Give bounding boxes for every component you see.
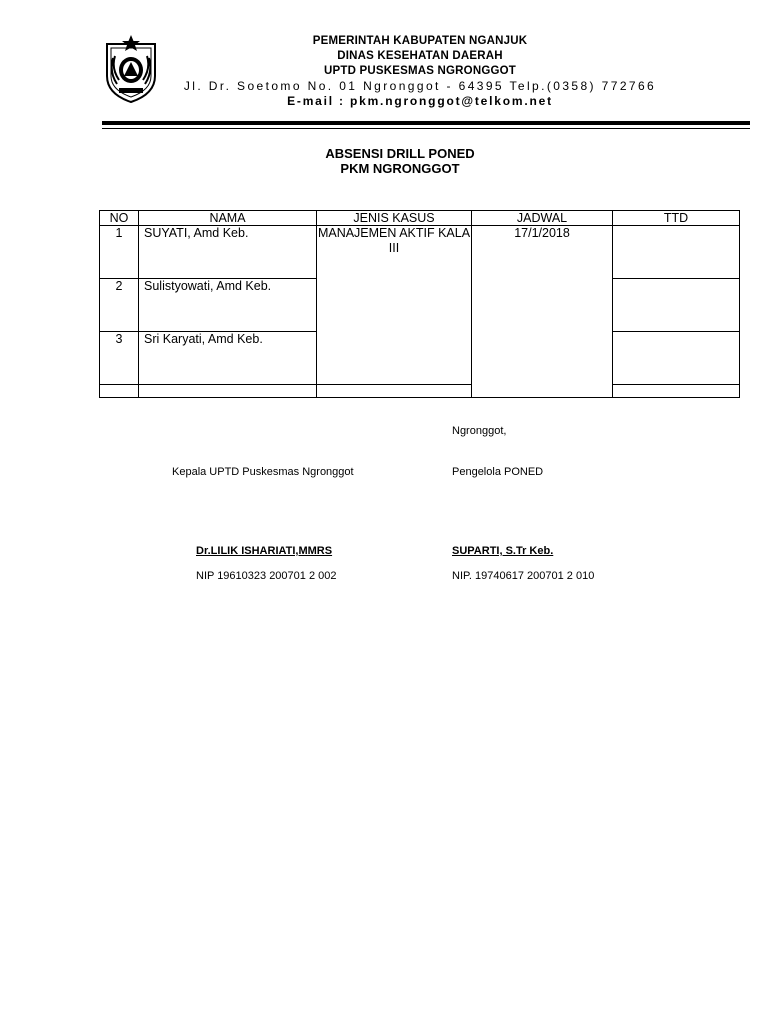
header-jadwal: JADWAL xyxy=(472,211,613,226)
letterhead-department: DINAS KESEHATAN DAERAH xyxy=(337,50,503,62)
signature-left-name: Dr.LILIK ISHARIATI,MMRS xyxy=(196,545,333,557)
cell-nama: Sri Karyati, Amd Keb. xyxy=(139,332,317,385)
table-row xyxy=(100,226,740,279)
header-jenis-kasus: JENIS KASUS xyxy=(317,211,472,226)
letterhead-divider-thick xyxy=(102,121,750,125)
cell-nama-empty xyxy=(139,385,317,398)
cell-ttd[interactable] xyxy=(613,279,740,332)
letterhead-unit: UPTD PUSKESMAS NGRONGGOT xyxy=(323,65,516,77)
cell-nama: Sulistyowati, Amd Keb. xyxy=(139,279,317,332)
cell-ttd[interactable] xyxy=(613,332,740,385)
header-no: NO xyxy=(100,211,139,226)
cell-no-empty xyxy=(100,385,139,398)
cell-jadwal: 17/1/2018 xyxy=(472,226,613,398)
document-title-line2: PKM NGRONGGOT xyxy=(340,161,460,176)
attendance-table xyxy=(99,210,740,398)
letterhead-divider-thin xyxy=(102,128,750,129)
cell-no: 2 xyxy=(100,279,139,332)
header-nama: NAMA xyxy=(139,211,317,226)
signature-right-role: Pengelola PONED xyxy=(452,466,544,478)
cell-ttd[interactable] xyxy=(613,226,740,279)
header-ttd: TTD xyxy=(613,211,740,226)
signature-place: Ngronggot, xyxy=(452,425,507,437)
letterhead xyxy=(160,34,680,109)
letterhead-email: E-mail : pkm.ngronggot@telkom.net xyxy=(287,94,553,108)
signature-left-role: Kepala UPTD Puskesmas Ngronggot xyxy=(172,466,354,478)
cell-jenis-kasus-empty xyxy=(317,385,472,398)
cell-ttd-empty xyxy=(613,385,740,398)
letterhead-address: Jl. Dr. Soetomo No. 01 Ngronggot - 64395 Telp.(0358) 772766 xyxy=(183,79,657,93)
letterhead-government: PEMERINTAH KABUPATEN NGANJUK xyxy=(312,35,528,47)
table-row-empty xyxy=(100,385,740,398)
signature-left-nip: NIP 19610323 200701 2 002 xyxy=(196,570,337,582)
table-header-row xyxy=(100,211,740,226)
signature-right-nip: NIP. 19740617 200701 2 010 xyxy=(452,570,595,582)
document-title xyxy=(200,146,600,176)
cell-jenis-kasus: MANAJEMEN AKTIF KALA III xyxy=(317,226,472,385)
cell-no: 3 xyxy=(100,332,139,385)
document-title-line1: ABSENSI DRILL PONED xyxy=(325,146,475,161)
cell-nama: SUYATI, Amd Keb. xyxy=(139,226,317,279)
regency-emblem-logo xyxy=(99,32,163,104)
signature-right-name: SUPARTI, S.Tr Keb. xyxy=(452,545,554,557)
cell-no: 1 xyxy=(100,226,139,279)
